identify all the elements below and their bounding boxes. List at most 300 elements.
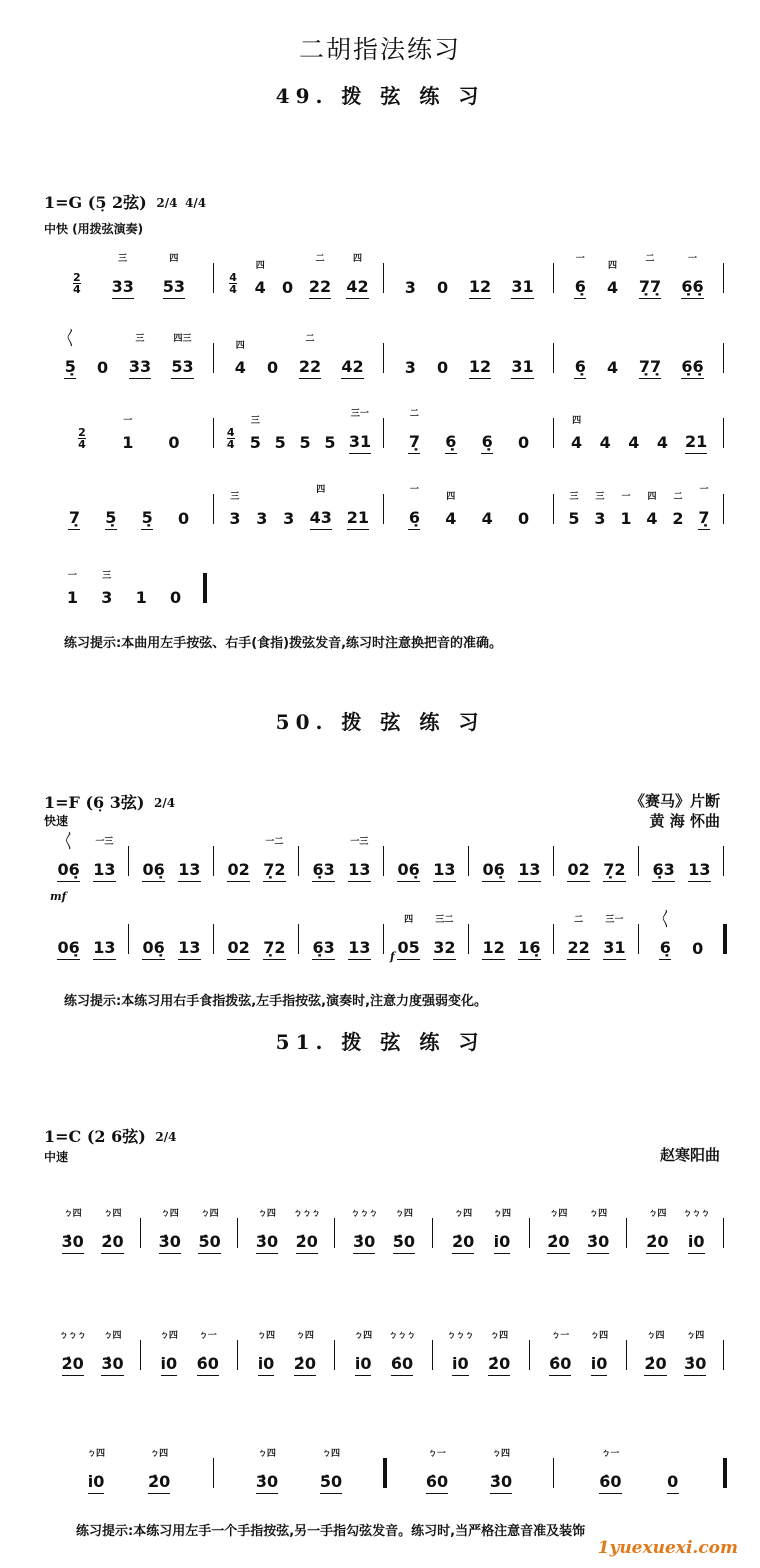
note: 6̇0 ㄅ一 [599,1473,621,1494]
note: 13 [348,939,370,960]
measure [384,906,469,966]
section-50-hint: 练习提示:本练习用右手食指拨弦,左手指按弦,演奏时,注意力度强弱变化。 [64,994,488,1009]
note: 4 [656,433,668,452]
measure [433,1200,530,1260]
measure [554,906,639,966]
note: 4 四 [234,341,246,377]
fingering-mark: 四 [608,261,618,271]
note: 7̣ 二 [408,433,420,454]
measure [530,1322,627,1382]
note: i0 ㄅㄅㄅ [452,1355,469,1376]
note: 42 四 [346,278,368,299]
note: 3̇0 ㄅ四 [587,1233,609,1254]
note: 4 四 [646,492,658,528]
time-signature: 2 4 [78,426,86,451]
note: 5̣ [141,509,153,530]
measure [129,906,214,966]
note: 21 [685,433,707,454]
note: 06̣ [482,861,504,882]
fingering-mark: ㄅ四 [257,1449,276,1459]
barline [723,1218,724,1248]
measure [214,906,299,966]
note: 3 [404,358,416,377]
measure [214,476,384,536]
fingering-mark: ㄅ四 [150,1449,169,1459]
fingering-mark: ㄅ一 [601,1449,620,1459]
note: 13 [93,939,115,960]
measure [639,828,724,888]
piece-source: 《赛马》片断 [629,792,720,810]
note: 2̇0 ㄅ四 [547,1233,569,1254]
note: 53 四三 [171,358,193,379]
note: 53 四 [163,278,185,299]
measure [554,325,724,385]
note: 6̣6̣ 一 [681,278,703,299]
section-49-key [44,190,208,213]
page-title: 二胡指法练习 [298,35,461,64]
measure [141,1322,238,1382]
staff-line [44,555,724,615]
note: 02 [227,939,249,960]
note: 5̣ 〳〵 [64,358,76,379]
note: 7̣2 一二 [263,861,285,882]
final-barline [203,573,207,603]
fingering-mark: ㄅ四 [648,1209,667,1219]
fingering-mark: 三 [230,492,240,502]
note: i0 ㄅ四 [591,1355,608,1376]
fingering-mark: 四 [316,485,326,495]
note: 2̇0 ㄅ四 [488,1355,510,1376]
note: 31 三一 [603,939,625,960]
note: 33 三 [112,278,134,299]
measure [639,906,724,966]
note: 4 四 [606,261,619,297]
note: 3 三 [101,571,113,607]
measure [214,325,384,385]
note: 3̇0 ㄅ四 [159,1233,181,1254]
measure [44,1440,214,1500]
note: 6̣ [574,358,586,379]
measure [214,1440,384,1500]
note: 2̇0 ㄅ四 [148,1473,170,1494]
note: 5 [274,433,286,452]
fingering-mark: 三 [102,571,112,581]
fingering-mark: ㄅ四 [200,1209,219,1219]
measure [238,1200,335,1260]
fingering-mark: 一 [409,485,419,495]
fingering-mark: 四 [353,254,363,264]
fingering-mark: ㄅ一 [551,1331,570,1341]
section-50-tempo: 快速 [44,814,69,828]
fingering-mark: 一 [699,485,709,495]
note: 0 [266,358,279,377]
staff-line [44,1322,724,1382]
note: 22 二 [299,358,321,379]
note: 13 [688,861,710,882]
fingering-mark: 一二 [265,837,284,847]
section-50-title: 50. 拨 弦 练 习 [275,710,485,734]
note: 1 一 [122,416,134,452]
measure [44,828,129,888]
time-signature: 2/4 [155,1130,177,1144]
measure [384,1440,554,1500]
fingering-mark: 二 [305,334,315,344]
note: 7̣ [68,509,80,530]
note: 6̣ [445,433,457,454]
note: 2̇0 ㄅ四 [294,1355,316,1376]
note: 5 [299,433,311,452]
fingering-mark: ㄅ一 [198,1331,217,1341]
measure [299,906,384,966]
barline [723,418,724,448]
note: 4 [599,433,611,452]
note: 31 三一 [349,433,371,454]
fingering-mark: ㄅ一 [427,1449,446,1459]
fingering-mark: 一 [621,492,631,502]
fingering-mark: ㄅ四 [492,1449,511,1459]
note: 6̇0 ㄅ一 [426,1473,448,1494]
note: 06̣ [57,939,79,960]
fingering-mark: 〳〵 [64,837,74,847]
note: 31 [511,358,533,379]
note: 0 [96,358,109,377]
note: 3 三 [229,492,241,528]
measure [214,245,384,305]
composer: 赵寒阳曲 [659,1146,720,1164]
fingering-mark: 二 [673,492,683,502]
dynamic-f: f [390,950,395,963]
measure [44,325,214,385]
note: 21 [347,509,369,530]
note: 3̇0 ㄅ四 [62,1233,84,1254]
fingering-mark: ㄅ四 [87,1449,106,1459]
staff-line [44,245,724,305]
fingering-mark: 四三 [173,334,192,344]
fingering-mark: 四 [255,261,265,271]
note: 6̣3 [312,939,334,960]
fingering-mark: 三二 [435,915,454,925]
note: 43 四 [310,509,332,530]
section-50-key [44,790,177,813]
note: 12 [469,278,491,299]
fingering-mark: ㄅ四 [322,1449,341,1459]
time-signature: 2/4 [156,196,178,210]
fingering-mark: ㄅㄅㄅ [59,1331,87,1341]
measure [44,476,214,536]
note: 3̇0 ㄅㄅㄅ [353,1233,375,1254]
note: 2̇0 ㄅㄅㄅ [62,1355,84,1376]
note: 5 三 [568,492,580,528]
key-signature: 1=G (5̣ 2弦) [44,193,147,212]
fingering-mark: 一 [575,254,585,264]
measure [335,1322,432,1382]
section-49-title: 49. 拨 弦 练 习 [275,84,485,108]
note: 6̇0 ㄅ一 [549,1355,571,1376]
section-51-key [44,1124,179,1147]
note: 0 [169,588,182,607]
measure [238,1322,335,1382]
note: 33 三 [129,358,151,379]
dynamic-mf: mf [50,890,67,903]
watermark: 1yuexuexi.com [597,1538,738,1558]
fingering-mark: ㄅ四 [490,1331,509,1341]
note: 7̣7̣ 二 [639,278,661,299]
note: 5̣ [105,509,117,530]
fingering-mark: 四 [169,254,179,264]
note: 13 [178,939,200,960]
measure [44,1200,141,1260]
measure [554,400,724,460]
note: 0 [281,278,294,297]
note: 6̣ 〳〵 [659,939,671,960]
staff-line [44,828,724,888]
note: 13 [433,861,455,882]
fingering-mark: ㄅ四 [549,1209,568,1219]
note: i0 ㄅ四 [258,1355,275,1376]
measure [44,400,214,460]
note: 13 [178,861,200,882]
note: 6̣ 一 [574,278,586,299]
note: 6̇0 ㄅ一 [197,1355,219,1376]
note: 5 三 [249,416,261,452]
note: 02 [227,861,249,882]
fingering-mark: 二 [409,409,419,419]
note: 13 一三 [93,861,115,882]
note: 22 二 [309,278,331,299]
measure [627,1200,724,1260]
note: 12 [469,358,491,379]
barline [723,494,724,524]
measure [335,1200,432,1260]
note: 4 四 [571,416,583,452]
note: 3 [283,509,295,528]
note: 2̇0 ㄅ四 [101,1233,123,1254]
note: 4 [628,433,640,452]
measure [299,828,384,888]
fingering-mark: ㄅ四 [589,1209,608,1219]
final-barline [723,1458,727,1488]
fingering-mark: 四 [235,341,245,351]
note: 2̇0 ㄅ四 [452,1233,474,1254]
note: 16̣ [518,939,540,960]
fingering-mark: ㄅㄅㄅ [446,1331,474,1341]
note: 2̇0 ㄅ四 [644,1355,666,1376]
note: 5 [324,433,336,452]
fingering-mark: 〳〵 [660,915,670,925]
note: 3̇0 ㄅ四 [256,1233,278,1254]
section-49-hint: 练习提示:本曲用左手按弦、右手(食指)拨弦发音,练习时注意换把音的准确。 [64,636,503,651]
measure [44,555,204,615]
note: i0 ㄅ四 [88,1473,105,1494]
note: 0 [692,939,704,958]
fingering-mark: 三 [118,254,128,264]
fingering-mark: ㄅ四 [103,1331,122,1341]
barline [723,846,724,876]
staff-line [44,476,724,536]
measure [433,1322,530,1382]
note: 1 一 [66,571,78,607]
note: 3 三 [594,492,606,528]
time-signature: 2 4 [72,271,81,296]
note: 0 [667,1473,679,1494]
section-51-title: 51. 拨 弦 练 习 [275,1030,485,1054]
fingering-mark: 四 [446,492,456,502]
note: 6̣3 [652,861,674,882]
measure [384,325,554,385]
note: 32 三二 [433,939,455,960]
note: 3̇0 ㄅ四 [256,1473,278,1494]
measure [44,245,214,305]
fingering-mark: ㄅ四 [257,1209,276,1219]
fingering-mark: 四 [647,492,657,502]
measure [554,245,724,305]
composer: 黄 海 怀曲 [649,812,720,830]
note: 06̣ 〳〵 [57,861,79,882]
fingering-mark: 一 [688,254,698,264]
note: 5̇0 ㄅ四 [198,1233,220,1254]
measure [627,1322,724,1382]
note: i0 ㄅ四 [161,1355,178,1376]
measure [469,906,554,966]
note: 0 [177,509,190,528]
note: 2̇0 ㄅ四 [646,1233,668,1254]
note: i0 ㄅ四 [355,1355,372,1376]
fingering-mark: ㄅㄅㄅ [388,1331,416,1341]
fingering-mark: 三一 [605,915,624,925]
fingering-mark: 〳〵 [65,334,75,344]
note: 0 [168,433,180,452]
time-signature: 2/4 [154,796,176,810]
fingering-mark: ㄅㄅㄅ [682,1209,710,1219]
note: 6̣ [481,433,493,454]
measure [384,245,554,305]
measure [141,1200,238,1260]
barline [723,1340,724,1370]
barline [723,263,724,293]
fingering-mark: 二 [574,915,584,925]
fingering-mark: 二 [315,254,325,264]
measure [214,828,299,888]
staff-line [44,906,724,966]
note: 13 [518,861,540,882]
fingering-mark: 一三 [95,837,114,847]
note: 4 [481,509,493,528]
fingering-mark: 三一 [350,409,369,419]
note: 22 二 [567,939,589,960]
note: 05 四 [397,939,419,960]
measure [384,400,554,460]
note: 7̣ 一 [698,509,710,530]
measure [44,906,129,966]
note: 4 四 [445,492,457,528]
note: 3̇0 ㄅ四 [490,1473,512,1494]
note: 0 [517,509,530,528]
note: 4 四 [254,261,266,297]
barline [723,343,724,373]
note: 0 [436,278,449,297]
note: 4 [606,358,619,377]
fingering-mark: ㄅ四 [159,1331,178,1341]
note: 6̣3 [312,861,334,882]
note: 0 [436,358,449,377]
note: i0 ㄅㄅㄅ [688,1233,705,1254]
fingering-mark: 一 [123,416,133,426]
time-signature: 4 4 [229,271,237,296]
note: 5̇0 ㄅ四 [393,1233,415,1254]
measure [554,828,639,888]
note: 1 [135,588,147,607]
section-51-tempo: 中速 [44,1150,69,1164]
note: 06̣ [142,861,164,882]
fingering-mark: ㄅ四 [492,1209,511,1219]
note: 5̇0 ㄅ四 [320,1473,342,1494]
note: 2̇0 ㄅㄅㄅ [296,1233,318,1254]
measure [384,476,554,536]
note: 2 二 [672,492,684,528]
fingering-mark: ㄅ四 [454,1209,473,1219]
measure [129,828,214,888]
fingering-mark: 三 [135,334,145,344]
fingering-mark: ㄅ四 [646,1331,665,1341]
note: 12 [482,939,504,960]
fingering-mark: ㄅ四 [63,1209,82,1219]
fingering-mark: ㄅ四 [160,1209,179,1219]
fingering-mark: 二 [645,254,655,264]
key-signature: 1=C (2 6弦) [44,1127,146,1146]
fingering-mark: ㄅ四 [103,1209,122,1219]
measure [530,1200,627,1260]
note: 3 [404,278,416,297]
fingering-mark: ㄅ四 [354,1331,373,1341]
section-51-hint: 练习提示:本练习用左手一个手指按弦,另一手指勾弦发音。练习时,当严格注意音准及装饰 [76,1524,586,1539]
fingering-mark: 三 [569,492,579,502]
time-signature: 4 4 [226,426,235,451]
note: 6̣6̣ [681,358,703,379]
measure [44,1322,141,1382]
measure [554,476,724,536]
staff-line [44,1440,724,1500]
staff-line [44,325,724,385]
measure [469,828,554,888]
fingering-mark: ㄅㄅㄅ [293,1209,321,1219]
note: 3̇0 ㄅ四 [684,1355,706,1376]
fingering-mark: ㄅ四 [394,1209,413,1219]
fingering-mark: 一三 [350,837,369,847]
fingering-mark: ㄅ四 [590,1331,609,1341]
fingering-mark: ㄅ四 [256,1331,276,1341]
time-signature: 4/4 [185,196,207,210]
note: 7̣2 [263,939,285,960]
staff-line [44,1200,724,1260]
note: 42 [341,358,363,379]
fingering-mark: 四 [572,416,582,426]
fingering-mark: ㄅ四 [295,1331,314,1341]
note: 3 [256,509,268,528]
note: 7̣2 [603,861,625,882]
note: 6̇0 ㄅㄅㄅ [391,1355,413,1376]
note: 6̣ 一 [408,509,420,530]
note: 02 [567,861,589,882]
final-barline [723,924,727,954]
staff-line [44,400,724,460]
section-49-tempo: 中快 (用拨弦演奏) [44,222,144,236]
note: i0 ㄅ四 [494,1233,511,1254]
note: 3̇0 ㄅ四 [101,1355,123,1376]
fingering-mark: 三 [250,416,260,426]
fingering-mark: ㄅ四 [686,1331,705,1341]
measure [214,400,384,460]
measure [554,1440,724,1500]
